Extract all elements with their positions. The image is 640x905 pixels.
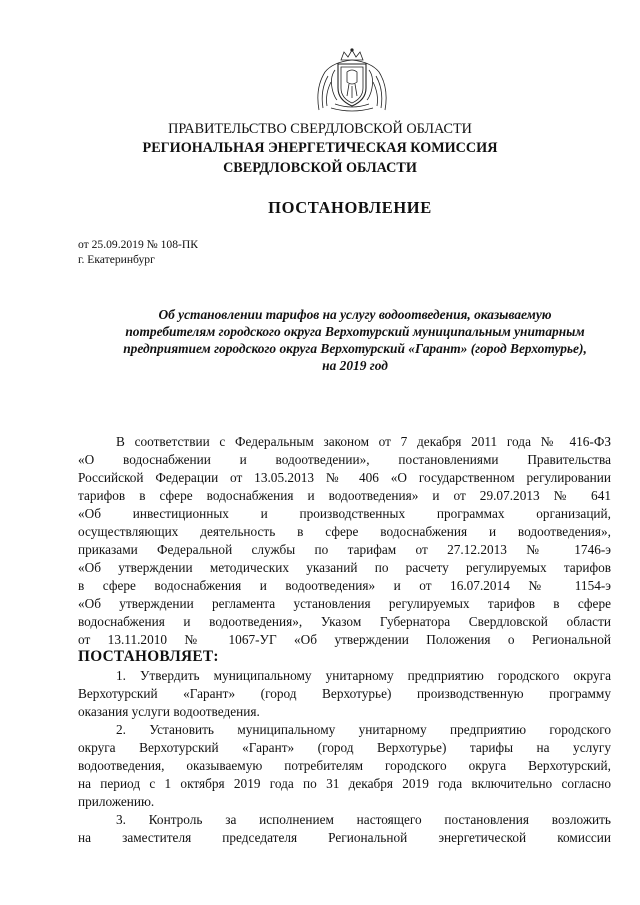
document-date-number: от 25.09.2019 № 108-ПК	[78, 238, 198, 251]
preamble-line: водоснабжения и водоотведения», Указом Губернатора Свердловской области	[78, 614, 611, 629]
preamble-line: «О водоснабжении и водоотведении», постановлениями Правительства	[78, 452, 611, 467]
item-1-line: 1. Утвердить муниципальному унитарному предприятию городского округа	[116, 668, 611, 683]
preamble-line: «Об инвестиционных и производственных программах организаций,	[78, 506, 611, 521]
coat-of-arms-icon	[311, 48, 393, 114]
government-name: ПРАВИТЕЛЬСТВО СВЕРДЛОВСКОЙ ОБЛАСТИ	[168, 121, 472, 137]
subject-line: Об установлении тарифов на услугу водоотведения, оказываемую	[158, 307, 552, 322]
subject-line: потребителям городского округа Верхотурский муниципальным унитарным	[125, 324, 585, 339]
preamble-line: В соответствии с Федеральным законом от 7 декабря 2011 года № 416-ФЗ	[116, 434, 611, 449]
item-2-line: водоотведения, оказываемую потребителям городского округа Верхотурский,	[78, 758, 611, 773]
item-3-line: 3. Контроль за исполнением настоящего постановления возложить	[116, 812, 611, 827]
item-2-line: приложению.	[78, 794, 155, 809]
preamble-line: «Об утверждении регламента установления регулируемых тарифов в сфере	[78, 596, 611, 611]
preamble-line: «Об утверждении методических указаний по расчету регулируемых тарифов	[78, 560, 611, 575]
item-1-line: оказания услуги водоотведения.	[78, 704, 260, 719]
document-title: ПОСТАНОВЛЕНИЕ	[268, 198, 432, 217]
subject-line: на 2019 год	[322, 358, 388, 373]
preamble-line: Российской Федерации от 13.05.2013 № 406 «О государственном регулировании	[78, 470, 611, 485]
preamble-line: от 13.11.2010 № 1067-УГ «Об утверждении Положения о Региональной	[78, 632, 611, 647]
item-2-line: округа Верхотурский «Гарант» (город Верхотурье) тарифы на услугу	[78, 740, 611, 755]
commission-region: СВЕРДЛОВСКОЙ ОБЛАСТИ	[223, 160, 417, 176]
item-2-line: на период с 1 октября 2019 года по 31 декабря 2019 года включительно согласно	[78, 776, 611, 791]
preamble-line: в сфере водоснабжения и водоотведения» и от 16.07.2014 № 1154-э	[78, 578, 611, 593]
document-city: г. Екатеринбург	[78, 253, 155, 266]
commission-name: РЕГИОНАЛЬНАЯ ЭНЕРГЕТИЧЕСКАЯ КОМИССИЯ	[142, 140, 498, 156]
item-2-line: 2. Установить муниципальному унитарному предприятию городского	[116, 722, 611, 737]
preamble-line: тарифов в сфере водоснабжения и водоотведения» и от 29.07.2013 № 641	[78, 488, 611, 503]
item-3-line: на заместителя председателя Региональной энергетической комиссии	[78, 830, 611, 845]
preamble-line: приказами Федеральной службы по тарифам от 27.12.2013 № 1746-э	[78, 542, 611, 557]
subject-line: предприятием городского округа Верхотурский «Гарант» (город Верхотурье),	[123, 341, 587, 356]
resolves-heading: ПОСТАНОВЛЯЕТ:	[78, 648, 219, 665]
preamble-line: осуществляющих деятельность в сфере водоснабжения и водоотведения»,	[78, 524, 611, 539]
item-1-line: Верхотурский «Гарант» (город Верхотурье) производственную программу	[78, 686, 611, 701]
